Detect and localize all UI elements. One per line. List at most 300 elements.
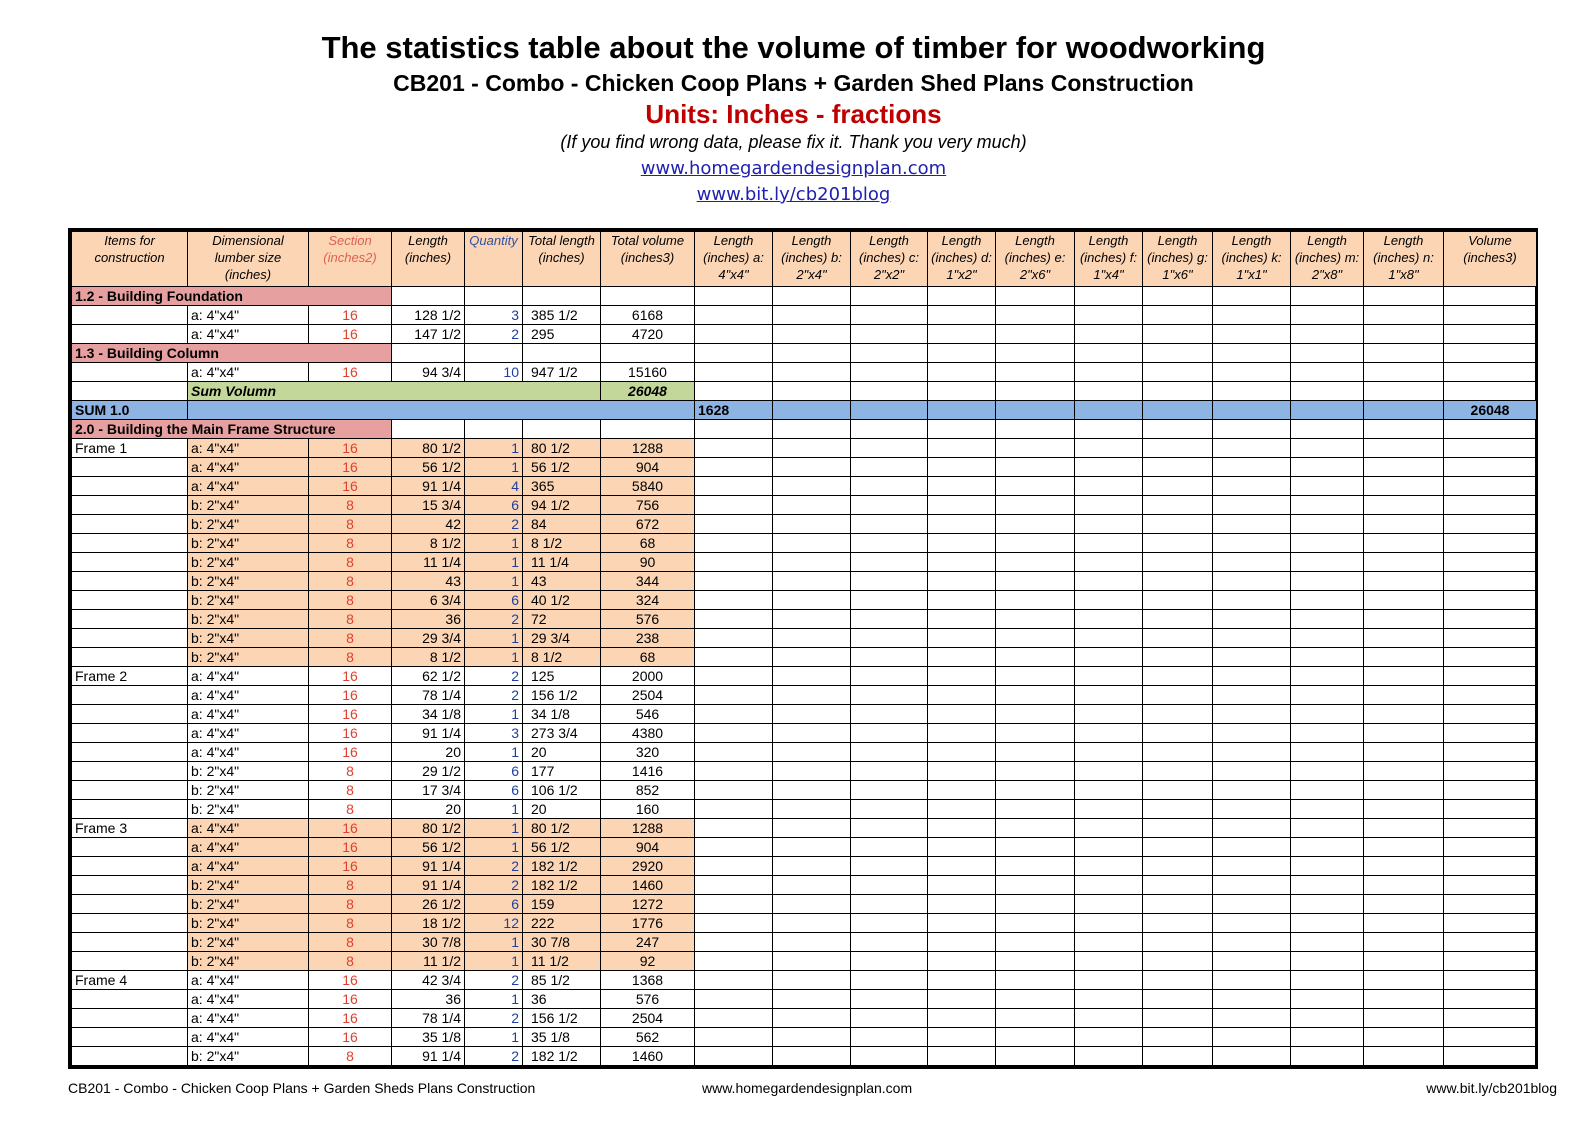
lumber-size-cell: a: 4"x4" [188,838,309,857]
empty-cell [1364,990,1444,1009]
quantity-cell: 1 [465,648,523,667]
empty-cell [773,857,851,876]
table-row [72,990,1537,1009]
sum-volume-value: 26048 [601,382,695,401]
length-cell: 36 [392,990,465,1009]
length-cell: 8 1/2 [392,534,465,553]
empty-cell [1364,534,1444,553]
empty-cell [695,610,773,629]
section-cell: 16 [309,838,392,857]
sum-volume-row [72,382,1537,401]
sum-total-label: SUM 1.0 [72,401,188,420]
empty-cell [1444,363,1537,382]
column-header: Total length (inches) [523,232,601,287]
empty-cell [1291,458,1364,477]
column-header: Length (inches) d: 1"x2" [928,232,996,287]
empty-cell [773,914,851,933]
lumber-size-cell: a: 4"x4" [188,439,309,458]
empty-cell [1291,363,1364,382]
empty-cell [1444,572,1537,591]
empty-cell [1143,458,1213,477]
empty-cell [695,1009,773,1028]
empty-cell [996,743,1075,762]
empty-cell [996,781,1075,800]
length-cell: 91 1/4 [392,876,465,895]
empty-cell [851,496,928,515]
empty-cell [1444,1009,1537,1028]
empty-cell [928,572,996,591]
item-cell [72,857,188,876]
column-header: Total volume (inches3) [601,232,695,287]
empty-cell [773,667,851,686]
empty-cell [695,363,773,382]
section-cell: 8 [309,933,392,952]
sum-length-a: 1628 [695,401,773,420]
empty-cell [1364,401,1444,420]
empty-cell [1143,420,1213,439]
item-cell: Frame 4 [72,971,188,990]
item-cell [72,705,188,724]
total-volume-cell: 4380 [601,724,695,743]
column-header: Length (inches) n: 1"x8" [1364,232,1444,287]
section-cell: 8 [309,591,392,610]
length-cell: 6 3/4 [392,591,465,610]
empty-cell [928,1028,996,1047]
empty-cell [1291,572,1364,591]
empty-cell [1291,401,1364,420]
empty-cell [1364,325,1444,344]
table-row [72,857,1537,876]
empty-cell [1213,781,1291,800]
empty-cell [928,648,996,667]
empty-cell [851,534,928,553]
section-cell: 8 [309,800,392,819]
empty-cell [695,439,773,458]
empty-cell [1291,971,1364,990]
empty-cell [1075,838,1143,857]
section-title: 1.2 - Building Foundation [72,287,392,306]
empty-cell [928,952,996,971]
empty-cell [1213,667,1291,686]
empty-cell [1143,838,1213,857]
total-length-cell: 222 [523,914,601,933]
empty-cell [773,876,851,895]
table-row [72,1047,1537,1066]
empty-cell [1213,496,1291,515]
section-cell: 16 [309,686,392,705]
column-header: Length (inches) g: 1"x6" [1143,232,1213,287]
empty-cell [928,496,996,515]
table-row [72,477,1537,496]
empty-cell [1444,458,1537,477]
empty-cell [773,933,851,952]
total-volume-cell: 4720 [601,325,695,344]
empty-cell [1143,819,1213,838]
empty-cell [773,895,851,914]
empty-cell [1213,382,1291,401]
empty-cell [773,800,851,819]
empty-cell [1143,876,1213,895]
empty-cell [1444,781,1537,800]
empty-cell [851,382,928,401]
total-volume-cell: 68 [601,648,695,667]
empty-cell [1213,838,1291,857]
empty-cell [996,477,1075,496]
empty-cell [1291,914,1364,933]
total-volume-cell: 1460 [601,876,695,895]
empty-cell [1143,515,1213,534]
empty-cell [773,686,851,705]
empty-cell [1143,686,1213,705]
empty-cell [72,382,188,401]
total-length-cell: 56 1/2 [523,458,601,477]
length-cell: 94 3/4 [392,363,465,382]
empty-cell [1213,914,1291,933]
section-cell: 16 [309,667,392,686]
empty-cell [773,781,851,800]
empty-cell [1075,876,1143,895]
empty-cell [851,667,928,686]
empty-cell [1143,325,1213,344]
total-volume-cell: 546 [601,705,695,724]
empty-cell [996,686,1075,705]
length-cell: 36 [392,610,465,629]
empty-cell [928,1009,996,1028]
empty-cell [1444,648,1537,667]
empty-cell [695,382,773,401]
empty-cell [1444,287,1537,306]
item-cell [72,553,188,572]
empty-cell [695,933,773,952]
empty-cell [1291,1009,1364,1028]
empty-cell [1143,705,1213,724]
item-cell [72,363,188,382]
empty-cell [773,610,851,629]
lumber-size-cell: a: 4"x4" [188,990,309,1009]
empty-cell [1444,477,1537,496]
blog-link[interactable]: www.bit.ly/cb201blog [696,184,891,205]
column-header: Items for construction [72,232,188,287]
table-row [72,1009,1537,1028]
empty-cell [1364,496,1444,515]
empty-cell [773,762,851,781]
total-volume-cell: 15160 [601,363,695,382]
empty-cell [695,325,773,344]
empty-cell [1213,477,1291,496]
empty-cell [1075,800,1143,819]
quantity-cell: 1 [465,838,523,857]
empty-cell [1075,667,1143,686]
empty-cell [928,458,996,477]
empty-cell [1364,572,1444,591]
empty-cell [1444,857,1537,876]
empty-cell [1075,952,1143,971]
length-cell: 42 [392,515,465,534]
column-header: Length (inches) m: 2"x8" [1291,232,1364,287]
empty-cell [1143,591,1213,610]
table-row [72,572,1537,591]
empty-cell [1075,363,1143,382]
empty-cell [928,325,996,344]
empty-cell [1444,553,1537,572]
total-volume-cell: 2504 [601,1009,695,1028]
item-cell [72,876,188,895]
empty-cell [1364,724,1444,743]
empty-cell [1444,1028,1537,1047]
column-header: Section (inches2) [309,232,392,287]
empty-cell [851,439,928,458]
empty-cell [1075,382,1143,401]
website-link[interactable]: www.homegardendesignplan.com [640,158,947,179]
empty-cell [695,743,773,762]
empty-cell [1213,971,1291,990]
empty-cell [601,420,695,439]
empty-cell [1444,743,1537,762]
empty-cell [851,686,928,705]
empty-cell [1444,610,1537,629]
empty-cell [851,287,928,306]
lumber-size-cell: b: 2"x4" [188,610,309,629]
total-length-cell: 8 1/2 [523,648,601,667]
total-volume-cell: 1416 [601,762,695,781]
empty-cell [523,344,601,363]
empty-cell [928,420,996,439]
empty-cell [1213,724,1291,743]
lumber-size-cell: a: 4"x4" [188,1028,309,1047]
empty-cell [1291,439,1364,458]
total-volume-cell: 1460 [601,1047,695,1066]
empty-cell [392,344,465,363]
empty-cell [1075,401,1143,420]
total-volume-cell: 576 [601,990,695,1009]
empty-cell [996,990,1075,1009]
empty-cell [928,344,996,363]
empty-cell [1143,306,1213,325]
empty-cell [996,914,1075,933]
empty-cell [695,914,773,933]
empty-cell [1364,287,1444,306]
total-volume-cell: 238 [601,629,695,648]
empty-cell [851,515,928,534]
empty-cell [1213,553,1291,572]
section-cell: 16 [309,306,392,325]
empty-cell [1364,1047,1444,1066]
total-length-cell: 182 1/2 [523,876,601,895]
empty-cell [996,667,1075,686]
empty-cell [1444,325,1537,344]
empty-cell [1075,933,1143,952]
empty-cell [996,876,1075,895]
table-row [72,971,1537,990]
length-cell: 91 1/4 [392,477,465,496]
total-volume-cell: 6168 [601,306,695,325]
quantity-cell: 2 [465,1047,523,1066]
empty-cell [996,382,1075,401]
section-cell: 16 [309,724,392,743]
total-volume-cell: 92 [601,952,695,971]
empty-cell [1364,553,1444,572]
total-length-cell: 85 1/2 [523,971,601,990]
empty-cell [1291,857,1364,876]
empty-cell [1364,1028,1444,1047]
total-length-cell: 11 1/2 [523,952,601,971]
item-cell [72,306,188,325]
quantity-cell: 6 [465,781,523,800]
lumber-size-cell: a: 4"x4" [188,971,309,990]
column-header: Length (inches) a: 4"x4" [695,232,773,287]
table-row [72,800,1537,819]
empty-cell [773,439,851,458]
empty-cell [851,857,928,876]
empty-cell [1364,1009,1444,1028]
total-length-cell: 295 [523,325,601,344]
empty-cell [1075,572,1143,591]
quantity-cell: 2 [465,686,523,705]
empty-cell [465,420,523,439]
empty-cell [773,534,851,553]
quantity-cell: 1 [465,458,523,477]
length-cell: 8 1/2 [392,648,465,667]
quantity-cell: 2 [465,610,523,629]
section-cell: 8 [309,553,392,572]
empty-cell [1213,420,1291,439]
total-length-cell: 182 1/2 [523,857,601,876]
empty-cell [1364,477,1444,496]
empty-cell [851,990,928,1009]
quantity-cell: 1 [465,990,523,1009]
empty-cell [851,477,928,496]
lumber-size-cell: b: 2"x4" [188,781,309,800]
empty-cell [1213,1009,1291,1028]
empty-cell [1291,819,1364,838]
empty-cell [601,344,695,363]
empty-cell [1444,344,1537,363]
empty-cell [851,819,928,838]
empty-cell [1291,952,1364,971]
table-row [72,838,1537,857]
empty-cell [1213,705,1291,724]
sum-volume-label: Sum Volumn [188,382,601,401]
empty-cell [1444,724,1537,743]
quantity-cell: 6 [465,496,523,515]
empty-cell [996,838,1075,857]
empty-cell [996,553,1075,572]
empty-cell [1291,743,1364,762]
total-length-cell: 106 1/2 [523,781,601,800]
empty-cell [1143,724,1213,743]
empty-cell [1075,724,1143,743]
lumber-size-cell: b: 2"x4" [188,876,309,895]
item-cell [72,515,188,534]
empty-cell [1444,895,1537,914]
total-length-cell: 34 1/8 [523,705,601,724]
lumber-size-cell: a: 4"x4" [188,1009,309,1028]
empty-cell [1075,1047,1143,1066]
empty-cell [1075,553,1143,572]
total-length-cell: 273 3/4 [523,724,601,743]
total-length-cell: 29 3/4 [523,629,601,648]
empty-cell [773,1028,851,1047]
total-length-cell: 8 1/2 [523,534,601,553]
empty-cell [1364,458,1444,477]
empty-cell [851,762,928,781]
empty-cell [1075,610,1143,629]
empty-cell [1291,591,1364,610]
total-length-cell: 43 [523,572,601,591]
units-label: Units: Inches - fractions [645,99,942,129]
empty-cell [1143,439,1213,458]
total-volume-cell: 1288 [601,819,695,838]
empty-cell [928,610,996,629]
empty-cell [1444,686,1537,705]
table-row [72,610,1537,629]
lumber-size-cell: b: 2"x4" [188,534,309,553]
empty-cell [695,1028,773,1047]
empty-cell [1291,762,1364,781]
empty-cell [928,990,996,1009]
section-cell: 8 [309,610,392,629]
length-cell: 43 [392,572,465,591]
empty-cell [1213,401,1291,420]
item-cell [72,990,188,1009]
empty-cell [1075,629,1143,648]
empty-cell [1291,990,1364,1009]
lumber-size-cell: b: 2"x4" [188,952,309,971]
empty-cell [1075,686,1143,705]
empty-cell [1213,648,1291,667]
empty-cell [1364,933,1444,952]
total-length-cell: 36 [523,990,601,1009]
empty-cell [1291,876,1364,895]
empty-cell [851,420,928,439]
total-volume-cell: 1368 [601,971,695,990]
empty-cell [695,705,773,724]
empty-cell [1291,800,1364,819]
length-cell: 80 1/2 [392,439,465,458]
quantity-cell: 10 [465,363,523,382]
lumber-size-cell: a: 4"x4" [188,325,309,344]
empty-cell [851,610,928,629]
total-volume-cell: 68 [601,534,695,553]
empty-cell [695,895,773,914]
empty-cell [695,971,773,990]
empty-cell [695,648,773,667]
empty-cell [695,287,773,306]
length-cell: 128 1/2 [392,306,465,325]
length-cell: 26 1/2 [392,895,465,914]
empty-cell [695,477,773,496]
empty-cell [773,1009,851,1028]
empty-cell [1444,306,1537,325]
total-volume-cell: 756 [601,496,695,515]
empty-cell [773,1047,851,1066]
empty-cell [1143,382,1213,401]
empty-cell [1213,800,1291,819]
empty-cell [695,876,773,895]
empty-cell [773,838,851,857]
total-length-cell: 72 [523,610,601,629]
total-length-cell: 125 [523,667,601,686]
empty-cell [695,420,773,439]
table-row [72,306,1537,325]
item-cell [72,914,188,933]
empty-cell [996,610,1075,629]
section-cell: 8 [309,515,392,534]
empty-cell [1143,914,1213,933]
quantity-cell: 3 [465,724,523,743]
total-volume-cell: 160 [601,800,695,819]
empty-cell [1213,515,1291,534]
